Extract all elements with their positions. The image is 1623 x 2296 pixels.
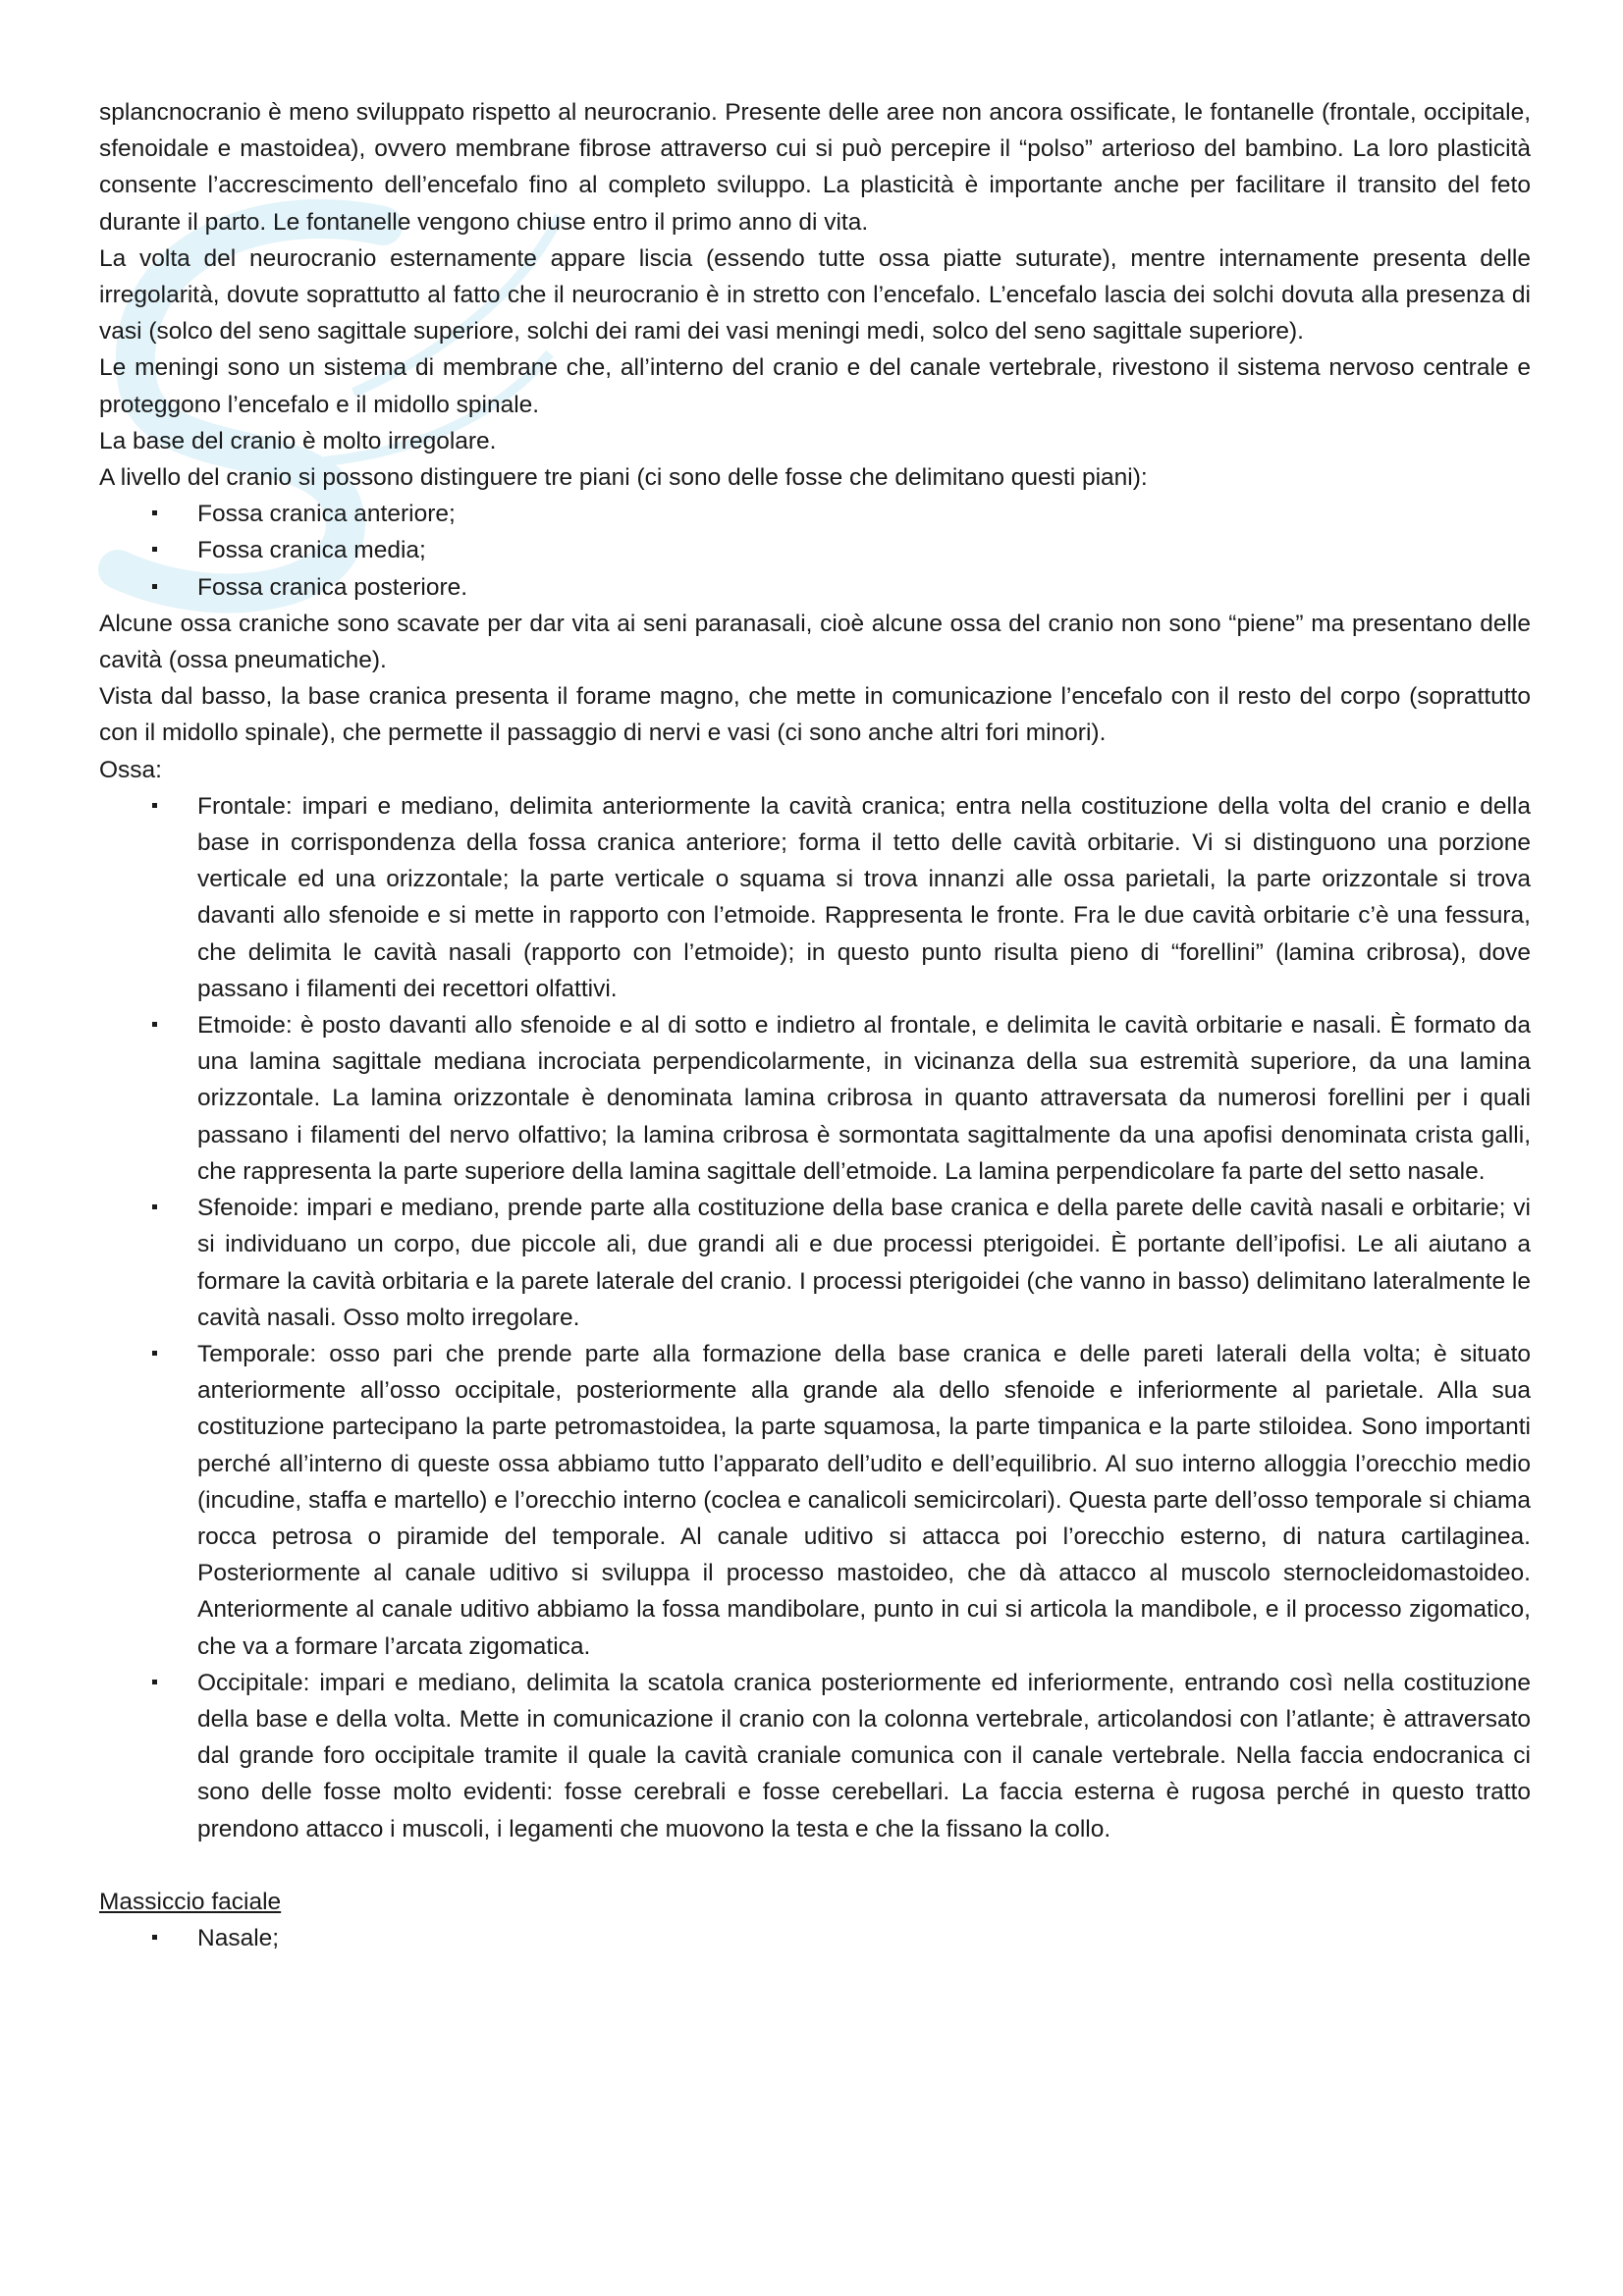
list-item: [99, 532, 1531, 568]
list-item: [99, 1007, 1531, 1190]
list-item-text: Frontale: impari e mediano, delimita anteriormente la cavità cranica; entra nella costituzione della volta del cranio e della base in corrispondenza della fossa cranica anteriore; forma il tetto delle cavità orbitarie. Vi si distinguono una porzione verticale ed una orizzontale; la parte verticale o squama si trova innanzi alle ossa parietali, la parte orizzontale si trova davanti allo sfenoide e si mette in rapporto con l’etmoide. Rappresenta le fronte. Fra le due cavità orbitarie c’è una fessura, che delimita le cavità nasali (rapporto con l’etmoide); in questo punto risulta pieno di “forellini” (lamina cribrosa), dove passano i filamenti dei recettori olfattivi.: [197, 792, 1531, 1002]
list-item-text: Fossa cranica media;: [197, 537, 426, 564]
list-item: [99, 788, 1531, 1007]
list-item-text: Fossa cranica posteriore.: [197, 573, 468, 601]
list-item-text: Sfenoide: impari e mediano, prende parte alla costituzione della base cranica e della parete delle cavità nasali e orbitarie; vi si individuano un corpo, due piccole ali, due grandi ali e due processi pterigoidei. È portante dell’ipofisi. Le ali aiutano a formare la cavità orbitaria e la parete laterale del cranio. I processi pterigoidei (che vanno in basso) delimitano lateralmente le cavità nasali. Osso molto irregolare.: [197, 1195, 1531, 1331]
intro-section: [99, 94, 1531, 496]
paragraph: A livello del cranio si possono distinguere tre piani (ci sono delle fosse che delimitano questi piani):: [99, 464, 1148, 492]
bullet-icon: [152, 1680, 157, 1684]
paragraph: Alcune ossa craniche sono scavate per dar vita ai seni paranasali, cioè alcune ossa del cranio non sono “piene” ma presentano delle cavità (ossa pneumatiche).: [99, 610, 1531, 674]
paragraph: La base del cranio è molto irregolare.: [99, 427, 497, 454]
paragraph: La volta del neurocranio esternamente appare liscia (essendo tutte ossa piatte suturate), mentre internamente presenta delle irregolarità, dovute soprattutto al fatto che il neurocranio è in stretto con l’encefalo. L’encefalo lascia dei solchi dovuta alla presenza di vasi (solco del seno sagittale superiore, solchi dei rami dei vasi meningi medi, solco del seno sagittale superiore).: [99, 244, 1531, 346]
middle-section: [99, 606, 1531, 788]
paragraph: Le meningi sono un sistema di membrane che, all’interno del cranio e del canale vertebrale, rivestono il sistema nervoso centrale e proteggono l’encefalo e il midollo spinale.: [99, 354, 1531, 418]
list-item-text: Fossa cranica anteriore;: [197, 501, 456, 528]
document-page: [99, 94, 1531, 1956]
section-heading: Massiccio faciale: [99, 1888, 282, 1915]
list-item-text: Etmoide: è posto davanti allo sfenoide e al di sotto e indietro al frontale, e delimita le cavità orbitarie e nasali. È formato da una lamina sagittale mediana incrociata perpendicolarmente, in vicinanza della sua estremità superiore, da una lamina orizzontale. La lamina orizzontale è denominata lamina cribrosa in quanto attraversata da numerosi forellini per i quali passano i filamenti del nervo olfattivo; la lamina cribrosa è sormontata sagittalmente da una apofisi denominata crista galli, che rappresenta la parte superiore della lamina sagittale dell’etmoide. La lamina perpendicolare fa parte del setto nasale.: [197, 1012, 1531, 1185]
list-item-text: Nasale;: [197, 1924, 280, 1951]
list-item: [99, 1665, 1531, 1847]
fosse-list: [99, 496, 1531, 606]
list-item: [99, 496, 1531, 532]
bullet-icon: [152, 1022, 157, 1027]
list-item-text: Occipitale: impari e mediano, delimita la scatola cranica posteriormente ed inferiormente, entrando così nella costituzione della base e della volta. Mette in comunicazione il cranio con la colonna vertebrale, articolandosi con l’atlante; è attraversato dal grande foro occipitale tramite il quale la cavità craniale comunica con il canale vertebrale. Nella faccia endocranica ci sono delle fosse molto evidenti: fosse cerebrali e fosse cerebellari. La faccia esterna è rugosa perché in questo tratto prendono attacco i muscoli, i legamenti che muovono la testa e che la fissano la collo.: [197, 1669, 1531, 1842]
list-item: [99, 1920, 1531, 1956]
bullet-icon: [152, 1204, 157, 1209]
bullet-icon: [152, 1351, 157, 1356]
bullet-icon: [152, 803, 157, 808]
bullet-icon: [152, 584, 157, 589]
bullet-icon: [152, 547, 157, 552]
list-item: [99, 569, 1531, 606]
list-item-text: Temporale: osso pari che prende parte alla formazione della base cranica e delle pareti laterali della volta; è situato anteriormente all’osso occipitale, posteriormente alla grande ala dello sfenoide e inferiormente al parietale. Alla sua costituzione partecipano la parte petromastoidea, la parte squamosa, la parte timpanica e la parte stiloidea. Sono importanti perché all’interno di queste ossa abbiamo tutto l’apparato dell’udito e dell’equilibrio. Al suo interno alloggia l’orecchio medio (incudine, staffa e martello) e l’orecchio interno (coclea e canalicoli semicircolari). Questa parte dell’osso temporale si chiama rocca petrosa o piramide del temporale. Al canale uditivo si attacca poi l’orecchio esterno, di natura cartilaginea. Posteriormente al canale uditivo si sviluppa il processo mastoideo, che dà attacco al muscolo sternocleidomastoideo. Anteriormente al canale uditivo abbiamo la fossa mandibolare, punto in cui si articola la mandibole, e il processo zigomatico, che va a formare l’arcata zigomatica.: [197, 1340, 1531, 1660]
list-item: [99, 1336, 1531, 1665]
paragraph: splancnocranio è meno sviluppato rispetto al neurocranio. Presente delle aree non ancora ossificate, le fontanelle (frontale, occipitale, sfenoidale e mastoidea), ovvero membrane fibrose attraverso cui si può percepire il “polso” arterioso del bambino. La loro plasticità consente l’accrescimento dell’encefalo fino al completo sviluppo. La plasticità è importante anche per facilitare il transito del feto durante il parto. Le fontanelle vengono chiuse entro il primo anno di vita.: [99, 99, 1531, 236]
paragraph: Vista dal basso, la base cranica presenta il forame magno, che mette in comunicazione l’encefalo con il resto del corpo (soprattutto con il midollo spinale), che permette il passaggio di nervi e vasi (ci sono anche altri fori minori).: [99, 683, 1531, 747]
faciale-list: [99, 1920, 1531, 1956]
ossa-list: [99, 788, 1531, 1847]
bullet-icon: [152, 510, 157, 515]
paragraph: Ossa:: [99, 756, 162, 783]
bullet-icon: [152, 1935, 157, 1940]
list-item: [99, 1190, 1531, 1336]
spacer: [99, 1847, 1531, 1884]
